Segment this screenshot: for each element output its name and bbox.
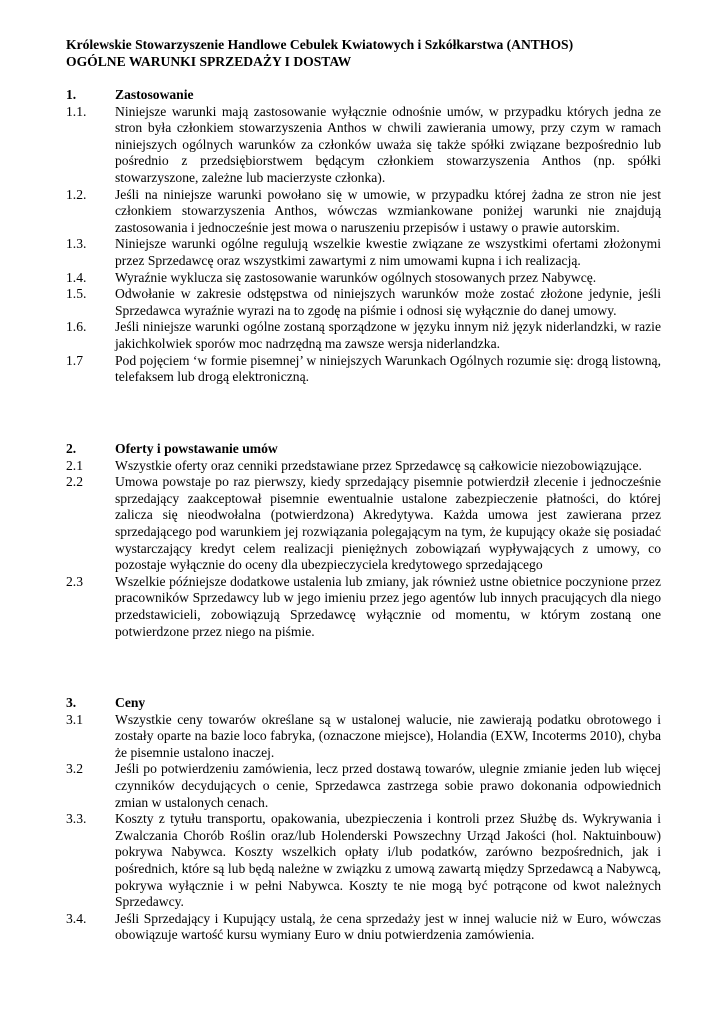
clause bbox=[66, 458, 666, 475]
clause bbox=[66, 911, 666, 944]
document-title: OGÓLNE WARUNKI SPRZEDAŻY I DOSTAW bbox=[66, 53, 352, 69]
clause bbox=[66, 712, 666, 762]
clause-text: Umowa powstaje po raz pierwszy, kiedy sprzedający pisemnie potwierdził zlecenie i jednocześnie sprzedający zaakceptował pisemnie ewentualnie ustalone zabezpieczenie płatności, do której zalicza się nieodwołalna (potwierdzona) Akredytywa. Każda umowa jest zawierana przez sprzedającego pod warunkiem jej rozwiązania polegającym na tym, że kupujący okaże się posiadać wystarczający kredyt celem realizacji pieniężnych zobowiązań wypływających z umowy, co pozostaje wyłącznie do oceny dla ubezpieczyciela kredytowego sprzedającego bbox=[115, 474, 661, 573]
clause-number: 3.1 bbox=[66, 711, 83, 727]
association-name: Królewskie Stowarzyszenie Handlowe Cebulek Kwiatowych i Szkółkarstwa (ANTHOS) bbox=[66, 37, 574, 52]
clause-number: 1.7 bbox=[66, 352, 83, 368]
document-header bbox=[66, 37, 666, 70]
clause-number: 2.1 bbox=[66, 457, 83, 473]
section-number: 3. bbox=[66, 695, 77, 710]
section-number: 1. bbox=[66, 87, 77, 102]
clause-number: 1.2. bbox=[66, 186, 87, 202]
section-heading bbox=[66, 441, 666, 458]
clause bbox=[66, 236, 666, 269]
clause-number: 1.1. bbox=[66, 103, 87, 119]
clause-text: Wszystkie oferty oraz cenniki przedstawiane przez Sprzedawcę są całkowicie niezobowiązujące. bbox=[115, 457, 642, 473]
clause bbox=[66, 474, 666, 574]
section-2 bbox=[66, 441, 666, 640]
clause-text: Niniejsze warunki ogólne regulują wszelkie kwestie związane ze wszystkimi ofertami złożonymi przez Sprzedawcę oraz wszystkimi zawartymi z nim umowami kupna i ich realizacją. bbox=[115, 236, 661, 268]
clause-number: 1.4. bbox=[66, 269, 87, 285]
section-title: Ceny bbox=[115, 695, 146, 710]
section-title: Oferty i powstawanie umów bbox=[115, 441, 278, 456]
clause-text: Wszystkie ceny towarów określane są w ustalonej walucie, nie zawierają podatku obrotowego i zostały oparte na bazie loco fabryka, (oznaczone miejsce), Holandia (EXW, Incoterms 2010), chyba że pisemnie ustalono inaczej. bbox=[115, 711, 661, 760]
clause bbox=[66, 286, 666, 319]
clause-number: 2.3 bbox=[66, 573, 83, 589]
section-3 bbox=[66, 695, 666, 944]
clause bbox=[66, 574, 666, 640]
clause-number: 1.6. bbox=[66, 319, 87, 335]
clause-text: Jeśli Sprzedający i Kupujący ustalą, że cena sprzedaży jest w innej walucie niż w Euro, wówczas obowiązuje wartość kursu wymiany Euro w dniu potwierdzenia zamówienia. bbox=[115, 910, 661, 943]
clause bbox=[66, 270, 666, 287]
section-number: 2. bbox=[66, 441, 77, 456]
clause-number: 3.3. bbox=[66, 811, 87, 827]
clause-text: Wyraźnie wyklucza się zastosowanie warunków ogólnych stosowanych przez Nabywcę. bbox=[115, 269, 597, 285]
clause-text: Pod pojęciem ‘w formie pisemnej’ w niniejszych Warunkach Ogólnych rozumie się: drogą listowną, telefaksem lub drogą elektroniczną. bbox=[115, 352, 661, 385]
clause-number: 2.2 bbox=[66, 474, 83, 490]
clause-text: Wszelkie późniejsze dodatkowe ustalenia lub zmiany, jak również ustne obietnice poczynione przez pracowników Sprzedawcy lub w jego imieniu przez jego agentów lub innych pracujących dla niego przedstawicieli, zobowiązują Sprzedawcę wyłącznie od momentu, w którym zostaną one potwierdzone przez niego na piśmie. bbox=[115, 573, 661, 639]
clause bbox=[66, 104, 666, 187]
clause bbox=[66, 811, 666, 911]
clause bbox=[66, 187, 666, 237]
clause-text: Odwołanie w zakresie odstępstwa od niniejszych warunków może zostać złożone jedynie, jeśli Sprzedawca wyraźnie wyrazi na to zgodę na piśmie i odnosi się wyłącznie do danej umowy. bbox=[115, 286, 661, 318]
clause bbox=[66, 319, 666, 352]
section-1 bbox=[66, 87, 666, 386]
clause-number: 3.4. bbox=[66, 910, 87, 926]
clause-text: Niniejsze warunki mają zastosowanie wyłącznie odnośnie umów, w przypadku których jedna ze stron była członkiem stowarzyszenia Anthos w chwili zawierania umowy, przy czym w ramach niniejszych ogólnych warunków za członków uważa się także spółki związane bezpośrednio lub pośrednio z przedsiębiorstwem będącym członkiem stowarzyszenia Anthos (np. spółki stowarzyszone, zależne lub macierzyste członka). bbox=[115, 103, 661, 185]
clause-number: 3.2 bbox=[66, 761, 83, 777]
clause-text: Jeśli niniejsze warunki ogólne zostaną sporządzone w języku innym niż język niderlandzki, w razie jakichkolwiek sporów moc nadrzędną ma zawsze wersja niderlandzka. bbox=[115, 319, 661, 351]
section-heading bbox=[66, 87, 666, 104]
clause-text: Koszty z tytułu transportu, opakowania, ubezpieczenia i kontroli przez Służbę ds. Wykrywania i Zwalczania Chorób Roślin oraz/lub Holenderski Powszechny Urząd Jakości (hol. Naktuinbouw) pokrywa Nabywca. Koszty wszelkich opłaty i/lub podatków, zarówno bezpośrednich, jak i pośrednich, które są lub będą należne w związku z umową zawartą między Sprzedawcą a Nabywcą, pokrywa wyłącznie i w pełni Nabywca. Koszty te nie mogą być potrącone od kwot należnych Sprzedawcy. bbox=[115, 811, 661, 910]
clause-number: 1.5. bbox=[66, 286, 87, 302]
clause bbox=[66, 761, 666, 811]
clause-text: Jeśli po potwierdzeniu zamówienia, lecz przed dostawą towarów, ulegnie zmianie jeden lub więcej czynników decydujących o cenie, Sprzedawca zastrzega sobie prawo dokonania odpowiednich zmian w ustalonych cenach. bbox=[115, 761, 661, 810]
section-title: Zastosowanie bbox=[115, 87, 194, 102]
clause-number: 1.3. bbox=[66, 236, 87, 252]
clause bbox=[66, 353, 666, 386]
section-heading bbox=[66, 695, 666, 712]
clause-text: Jeśli na niniejsze warunki powołano się w umowie, w przypadku której żadna ze stron nie jest członkiem stowarzyszenia Anthos, wówczas wzmiankowane poniżej warunki nie znajdują zastosowania i jednocześnie jest mowa o naruszeniu przepisów i ustawy o prawie autorskim. bbox=[115, 186, 661, 235]
